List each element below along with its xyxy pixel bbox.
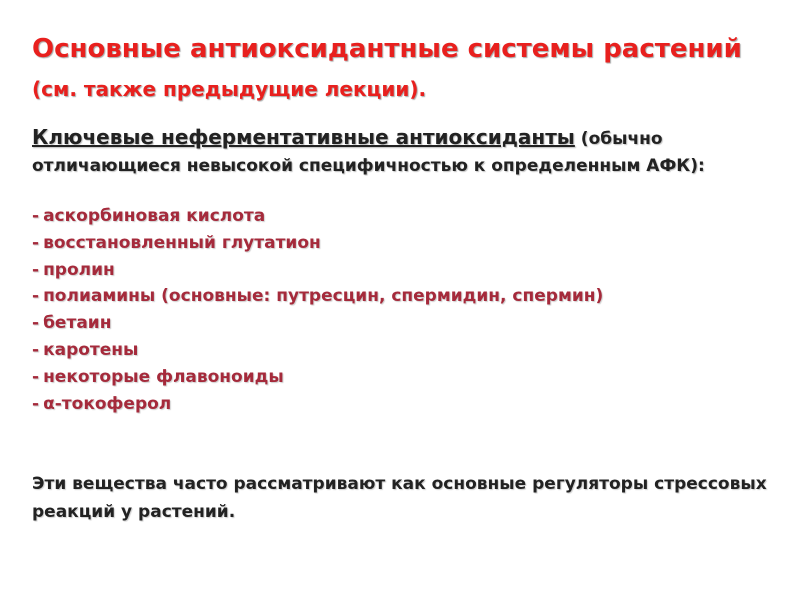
- list-item: [32, 203, 603, 230]
- title-note: (см. также предыдущие лекции).: [32, 77, 427, 101]
- antioxidant-list: [32, 203, 603, 417]
- list-item-text: полиамины (основные: путресцин, спермидин, спермин): [43, 286, 604, 307]
- list-item-marker: -: [32, 286, 40, 307]
- list-item: [32, 310, 603, 337]
- list-item: [32, 364, 603, 391]
- list-item-text: бетаин: [43, 313, 112, 334]
- list-item-text: пролин: [43, 259, 115, 280]
- list-item: [32, 391, 603, 418]
- list-item-marker: -: [32, 206, 40, 226]
- list-item: [32, 283, 603, 310]
- subheading-main: Ключевые неферментативные антиоксиданты: [32, 125, 575, 149]
- list-item-marker: -: [32, 259, 40, 280]
- list-item-text: восстановленный глутатион: [43, 232, 321, 253]
- list-item-marker: -: [32, 313, 40, 334]
- title-main: Основные антиоксидантные системы растений: [32, 34, 742, 64]
- list-item: [32, 257, 603, 284]
- list-item-marker: -: [32, 366, 40, 387]
- list-item-text: некоторые флавоноиды: [43, 366, 284, 387]
- slide-title: [32, 30, 772, 109]
- subheading: [32, 124, 782, 180]
- list-item-text: аскорбиновая кислота: [43, 206, 266, 226]
- list-item-marker: -: [32, 393, 40, 414]
- subheading-note: (обычно отличающиеся невысокой специфичностью к определенным АФК):: [32, 129, 705, 176]
- list-item: [32, 230, 603, 257]
- list-item-marker: -: [32, 339, 40, 360]
- list-item-text: каротены: [43, 339, 139, 360]
- list-item: [32, 337, 603, 364]
- list-item-text: α-токоферол: [43, 393, 172, 414]
- list-item-marker: -: [32, 232, 40, 253]
- conclusion-text: Эти вещества часто рассматривают как основные регуляторы стрессовых реакций у растений.: [32, 474, 767, 522]
